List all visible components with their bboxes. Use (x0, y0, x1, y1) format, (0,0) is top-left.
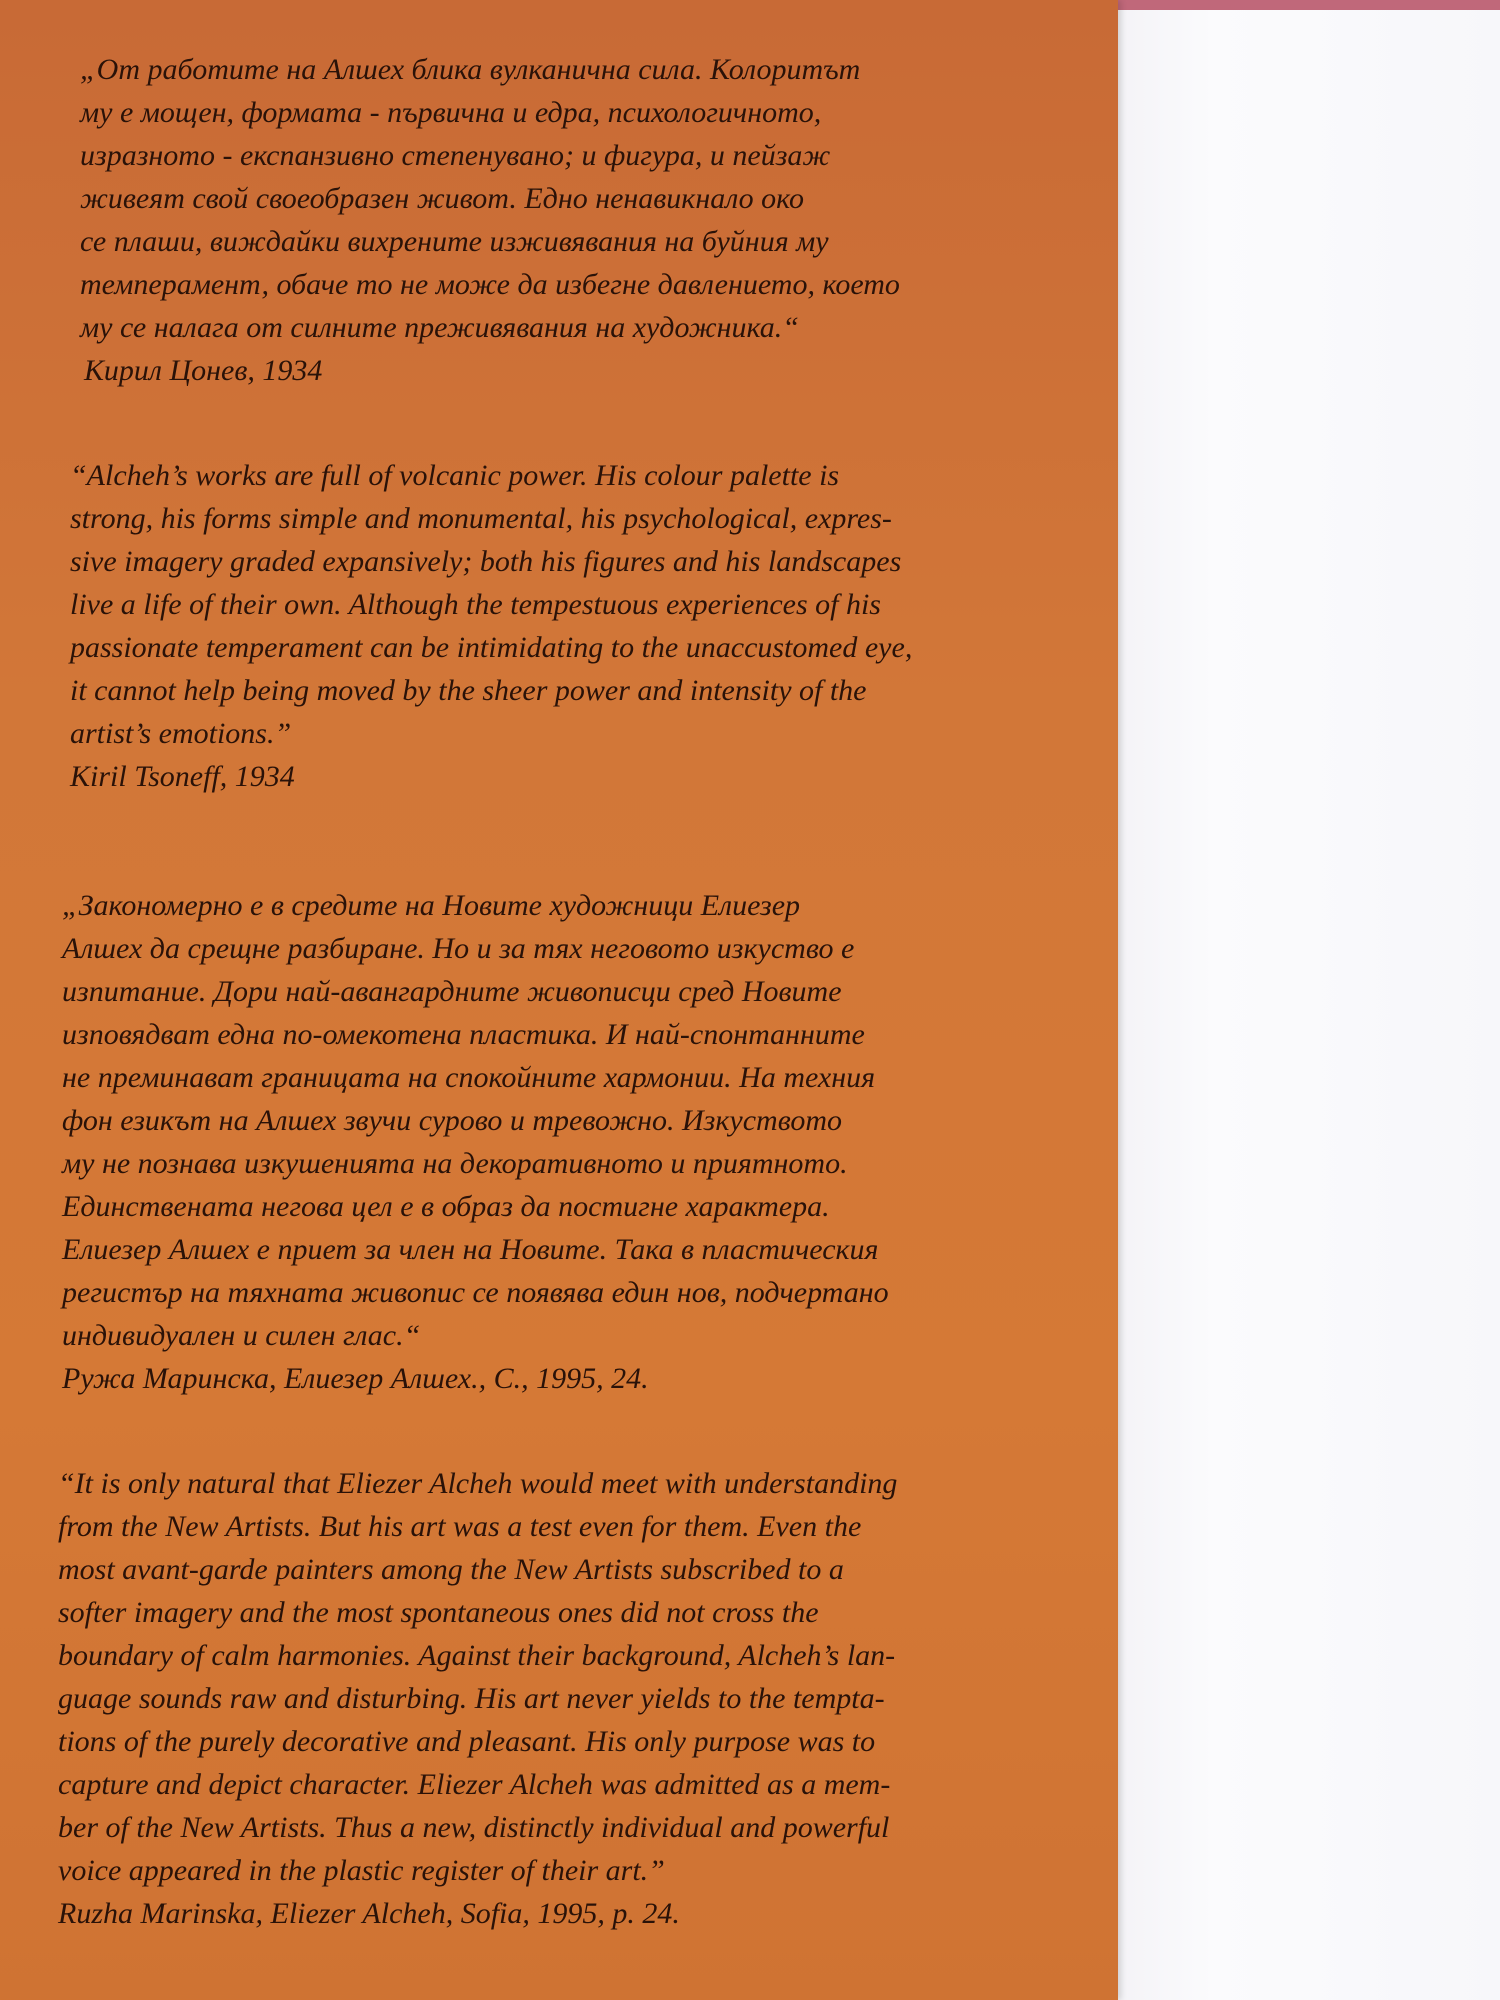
quote-line: softer imagery and the most spontaneous ones did not cross the (58, 1596, 819, 1629)
quote-line: Единствената негова цел е в образ да постигне характера. (62, 1190, 830, 1223)
quote-line: tions of the purely decorative and pleasant. His only purpose was to (58, 1725, 876, 1758)
quote-attribution: Кирил Цонев, 1934 (84, 354, 323, 387)
quote-line: guage sounds raw and disturbing. His art never yields to the tempta- (58, 1682, 885, 1715)
quote-line: capture and depict character. Eliezer Alcheh was admitted as a mem- (58, 1768, 891, 1801)
quote-line: sive imagery graded expansively; both his figures and his landscapes (70, 545, 902, 578)
quote-line: индивидуален и силен глас.“ (62, 1319, 421, 1352)
quote-line: it cannot help being moved by the sheer power and intensity of the (70, 674, 867, 707)
quote-line: most avant-garde painters among the New Artists subscribed to a (58, 1553, 844, 1586)
quote-line: изповядват една по-омекотена пластика. И най-спонтанните (62, 1018, 865, 1051)
quote-line: темперамент, обаче то не може да избегне давлението, което (80, 268, 900, 301)
quote-column (58, 48, 1098, 1935)
quote-english-marinska (58, 1462, 1098, 1935)
quote-line: artist’s emotions.” (70, 717, 292, 750)
quote-line: from the New Artists. But his art was a test even for them. Even the (58, 1510, 862, 1543)
quote-bulgarian-tsonev (58, 48, 1098, 392)
quote-line: му се налага от силните преживявания на художника.“ (80, 311, 799, 344)
quote-line: живеят свой своеобразен живот. Едно ненавикнало око (80, 182, 805, 215)
quote-line: регистър на тяхната живопис се появява един нов, подчертано (62, 1276, 889, 1309)
white-sheet (1090, 10, 1500, 2000)
quote-line: „От работите на Алшех блика вулканична сила. Колоритът (80, 53, 861, 86)
quote-line: strong, his forms simple and monumental, his psychological, expres- (70, 502, 892, 535)
quote-english-tsoneff (58, 454, 1098, 798)
quote-line: не преминават границата на спокойните хармонии. На техния (62, 1061, 876, 1094)
quote-line: „Закономерно е в средите на Новите художници Елиезер (62, 889, 801, 922)
quote-line: Елиезер Алшех е приет за член на Новите. Така в пластическия (62, 1233, 879, 1266)
quote-line: Алшех да срещне разбиране. Но и за тях неговото изкуство е (62, 932, 855, 965)
quote-attribution: Kiril Tsoneff, 1934 (70, 760, 295, 793)
quote-line: му е мощен, формата - първична и едра, психологичното, (80, 96, 822, 129)
quote-line: ber of the New Artists. Thus a new, distinctly individual and powerful (58, 1811, 890, 1844)
quote-line: изпитание. Дори най-авангардните живописци сред Новите (62, 975, 842, 1008)
quote-line: boundary of calm harmonies. Against their background, Alcheh’s lan- (58, 1639, 896, 1672)
quote-line: изразното - експанзивно степенувано; и фигура, и пейзаж (80, 139, 831, 172)
quote-line: live a life of their own. Although the tempestuous experiences of his (70, 588, 881, 621)
quote-line: му не познава изкушенията на декоративното и приятното. (62, 1147, 848, 1180)
quote-bulgarian-marinska (58, 884, 1098, 1400)
quote-line: се плаши, виждайки вихрените изживявания на буйния му (80, 225, 829, 258)
quote-line: “Alcheh’s works are full of volcanic power. His colour palette is (70, 459, 840, 492)
quote-line: фон езикът на Алшех звучи сурово и тревожно. Изкуството (62, 1104, 842, 1137)
quote-line: voice appeared in the plastic register of their art.” (58, 1854, 665, 1887)
quote-line: “It is only natural that Eliezer Alcheh would meet with understanding (58, 1467, 898, 1500)
quote-attribution: Ружа Маринска, Елиезер Алшех., С., 1995, 24. (62, 1362, 649, 1395)
quote-line: passionate temperament can be intimidating to the unaccustomed eye, (70, 631, 913, 664)
quote-attribution: Ruzha Marinska, Eliezer Alcheh, Sofia, 1995, p. 24. (58, 1897, 680, 1930)
